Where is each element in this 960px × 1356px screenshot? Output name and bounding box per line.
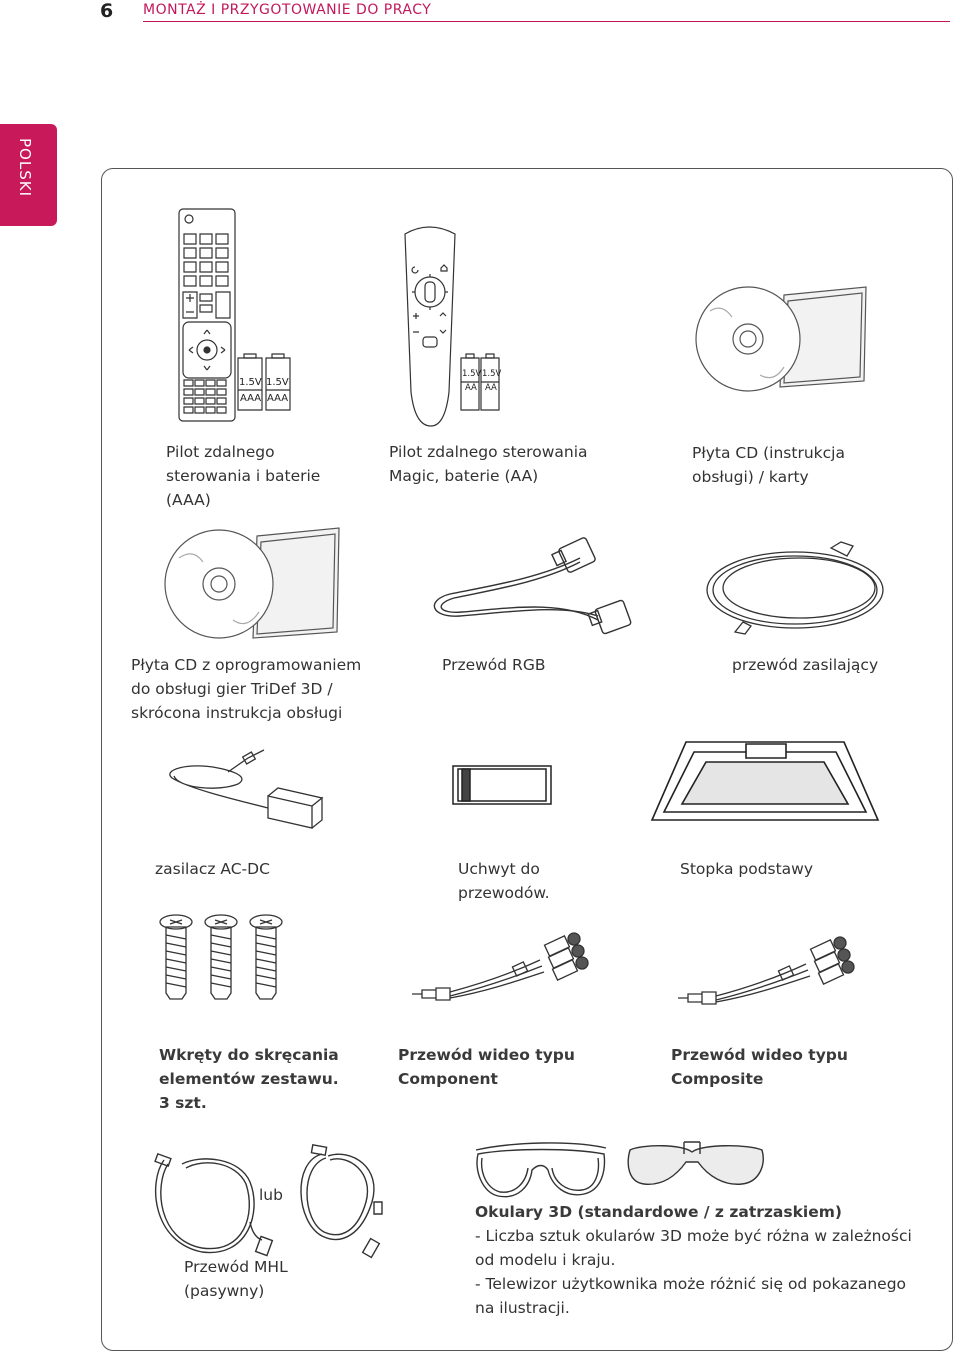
glasses-3d-title: Okulary 3D (standardowe / z zatrzaskiem) xyxy=(475,1203,842,1221)
cd-manual-illustration xyxy=(692,287,868,389)
component-cable-illustration xyxy=(410,930,596,1002)
component-cable-caption: Przewód wideo typu Component xyxy=(398,1046,575,1088)
rgb-cable-illustration xyxy=(430,538,640,638)
language-tab xyxy=(0,124,57,226)
remote-caption: Pilot zdalnego sterowania i baterie (AAA) xyxy=(166,443,321,509)
magic-remote-caption: Pilot zdalnego sterowania Magic, baterie (AA) xyxy=(389,443,588,485)
ac-dc-adapter-illustration xyxy=(168,748,326,832)
power-cord-illustration xyxy=(703,540,889,636)
rgb-cable-caption: Przewód RGB xyxy=(442,656,546,674)
stand-base-caption: Stopka podstawy xyxy=(680,860,814,878)
composite-cable-caption: Przewód wideo typu Composite xyxy=(671,1046,848,1088)
mhl-cable-caption: Przewód MHL (pasywny) xyxy=(184,1258,288,1300)
mhl-or-label: lub xyxy=(259,1186,283,1204)
cable-holder-illustration xyxy=(452,765,552,805)
cd-tridef-illustration xyxy=(163,528,343,640)
page-number: 6 xyxy=(100,0,114,22)
cd-manual-caption: Płyta CD (instrukcja obsługi) / karty xyxy=(692,444,845,486)
magic-remote-illustration xyxy=(403,222,503,430)
screws-illustration xyxy=(158,913,286,999)
cd-tridef-caption: Płyta CD z oprogramowaniem do obsługi gier TriDef 3D / skrócona instrukcja obsługi xyxy=(131,656,362,722)
composite-cable-illustration xyxy=(676,936,862,1008)
language-tab-label: POLSKI xyxy=(16,138,34,197)
ac-dc-adapter-caption: zasilacz AC-DC xyxy=(155,860,270,878)
cable-holder-caption: Uchwyt do przewodów. xyxy=(458,860,550,902)
glasses-3d-notes: - Liczba sztuk okularów 3D może być różna w zależności od modelu i kraju. - Telewizor użytkownika może różnić się od pokazanego na ilustracji. xyxy=(475,1227,912,1317)
glasses-3d-illustration xyxy=(472,1140,768,1202)
screws-caption: Wkręty do skręcania elementów zestawu. 3 szt. xyxy=(159,1046,339,1112)
power-cord-caption: przewód zasilający xyxy=(732,656,879,674)
stand-base-illustration xyxy=(650,740,880,824)
section-title: MONTAŻ I PRZYGOTOWANIE DO PRACY xyxy=(143,2,432,18)
header-rule xyxy=(143,21,950,22)
